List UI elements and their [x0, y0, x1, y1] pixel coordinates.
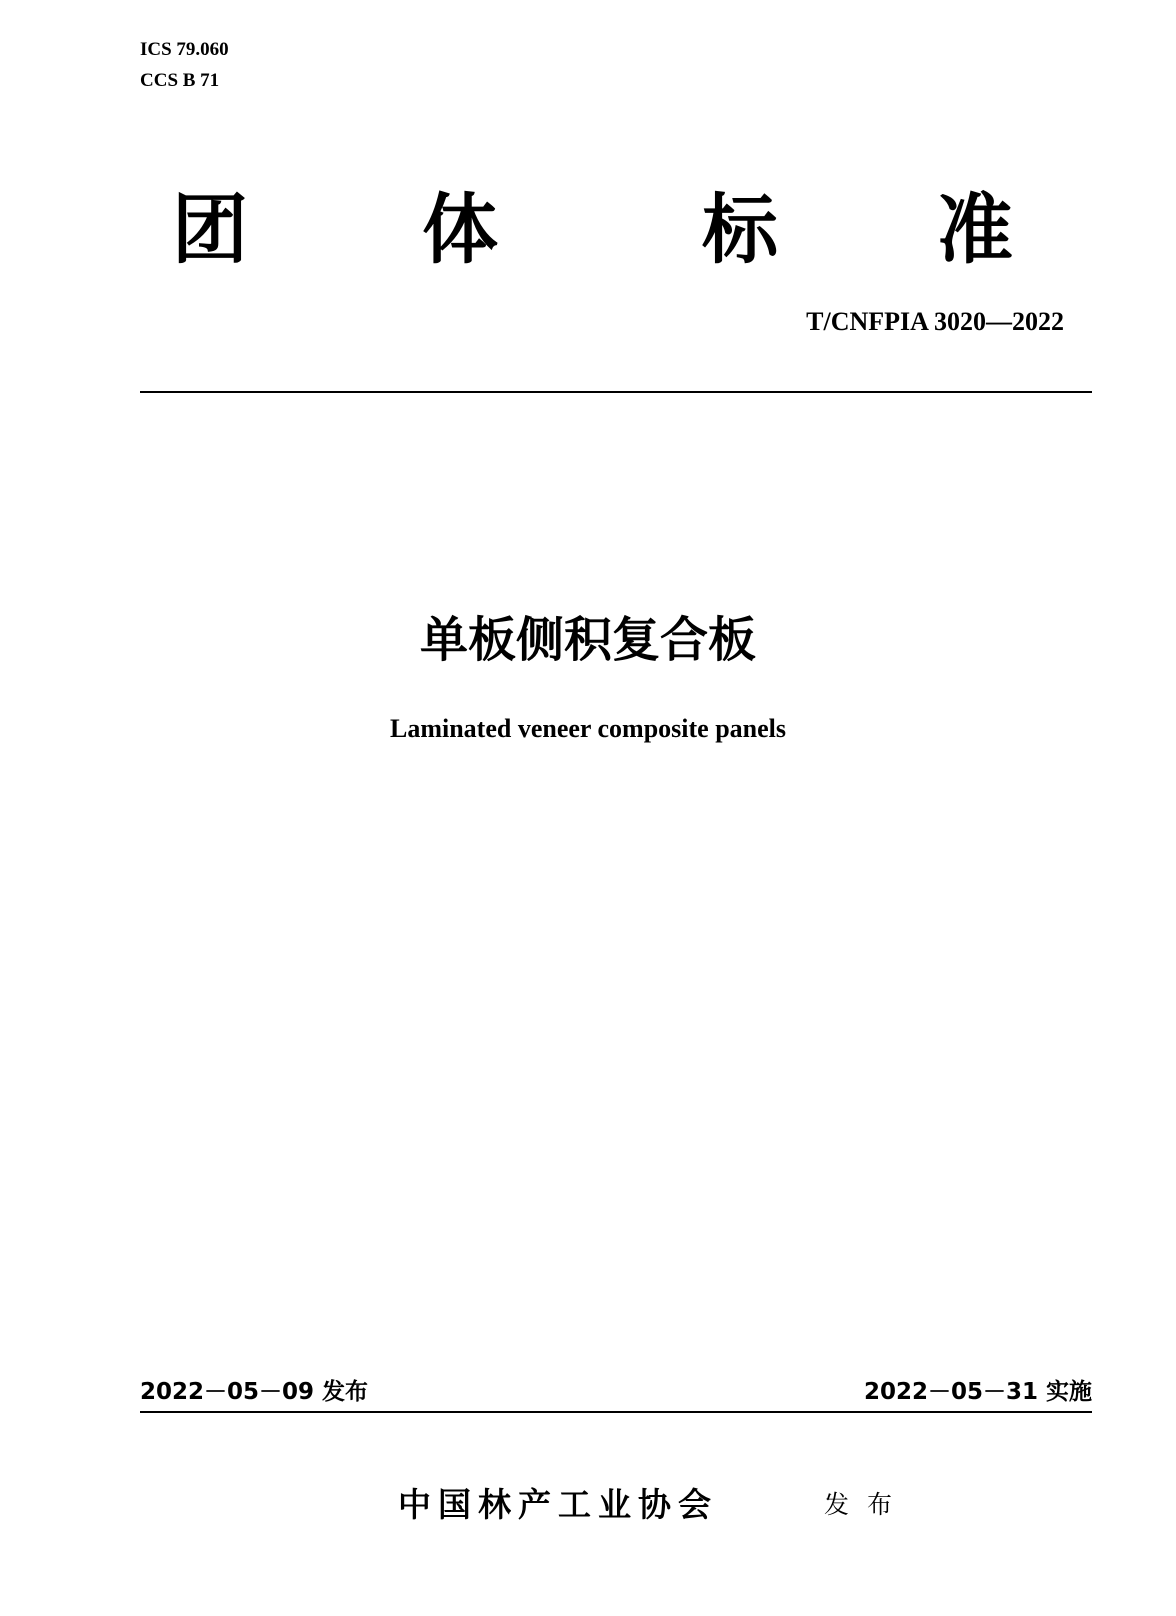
- standard-number: T/CNFPIA 3020—2022: [806, 307, 1064, 336]
- top-divider: [140, 391, 1092, 393]
- ics-code: ICS 79.060: [140, 39, 229, 60]
- ccs-code: CCS B 71: [140, 70, 220, 91]
- standard-type-char: 体: [422, 185, 498, 274]
- standard-type-heading: [160, 182, 1060, 278]
- standard-type-char: 团: [172, 185, 248, 274]
- standard-type-char: 准: [937, 185, 1013, 274]
- publisher-name: 中国林产工业协会: [398, 1485, 718, 1524]
- standard-type-char: 标: [702, 185, 778, 274]
- classification-codes: [140, 34, 229, 96]
- document-title-chinese: 单板侧积复合板: [419, 612, 756, 668]
- publish-label: 发布: [824, 1490, 911, 1519]
- document-title-english: Laminated veneer composite panels: [390, 714, 786, 743]
- bottom-divider: [140, 1411, 1092, 1413]
- issue-date: 2022－05－09 发布: [140, 1379, 369, 1405]
- implementation-date: 2022－05－31 实施: [863, 1379, 1092, 1405]
